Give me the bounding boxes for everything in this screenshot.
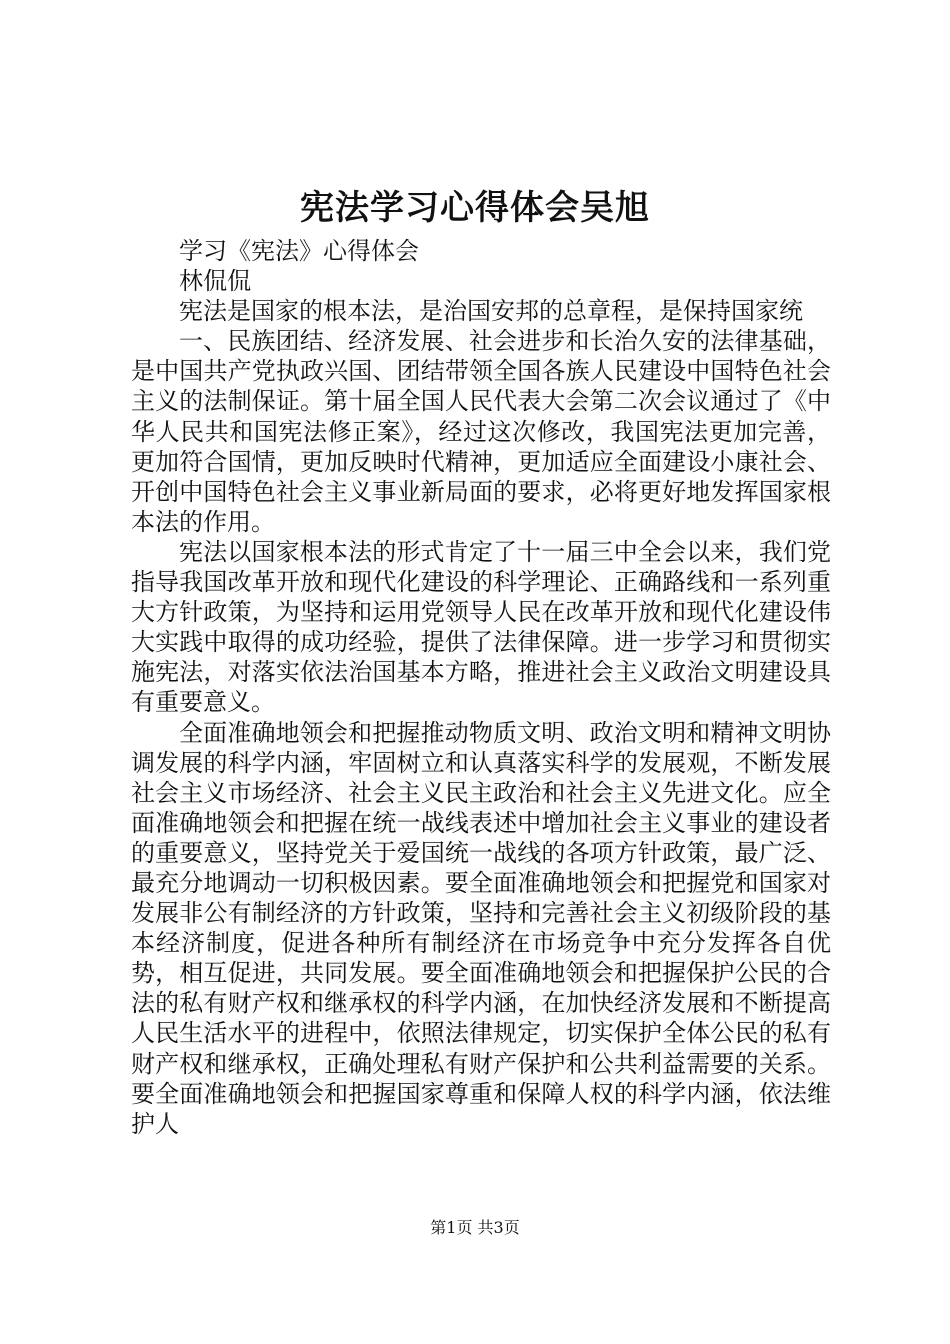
body-paragraph: 宪法以国家根本法的形式肯定了十一届三中全会以来，我们党指导我国改革开放和现代化建设的科学理论、正确路线和一系列重大方针政策，为坚持和运用党领导人民在改革开放和现代化建设伟大实践中取得的成功经验，提供了法律保障。进一步学习和贯彻实施宪法，对落实依法治国基本方略，推进社会主义政治文明建设具有重要意义。: [131, 537, 831, 717]
page-number-footer: 第1页 共3页: [430, 1218, 520, 1237]
body-paragraph: 宪法是国家的根本法，是治国安邦的总章程，是保持国家统: [179, 297, 803, 326]
body-paragraph: 全面准确地领会和把握推动物质文明、政治文明和精神文明协调发展的科学内涵，牢固树立和认真落实科学的发展观，不断发展社会主义市场经济、社会主义民主政治和社会主义先进文化。应全面准确地领会和把握在统一战线表述中增加社会主义事业的建设者的重要意义，坚持党关于爱国统一战线的各项方针政策，最广泛、最充分地调动一切积极因素。要全面准确地领会和把握党和国家对发展非公有制经济的方针政策，坚持和完善社会主义初级阶段的基本经济制度，促进各种所有制经济在市场竞争中充分发挥各自优势，相互促进，共同发展。要全面准确地领会和把握保护公民的合法的私有财产权和继承权的科学内涵，在加快经济发展和不断提高人民生活水平的进程中，依照法律规定，切实保护全体公民的私有财产权和继承权，正确处理私有财产保护和公共利益需要的关系。要全面准确地领会和把握国家尊重和保障人权的科学内涵，依法维护人: [131, 718, 831, 1138]
document-author: 林侃侃: [179, 267, 251, 296]
document-body: [131, 236, 831, 1139]
document-subtitle: 学习《宪法》心得体会: [179, 237, 419, 265]
body-paragraph: 一、民族团结、经济发展、社会进步和长治久安的法律基础，是中国共产党执政兴国、团结带领全国各族人民建设中国特色社会主义的法制保证。第十届全国人民代表大会第二次会议通过了《中华人民共和国宪法修正案》，经过这次修改，我国宪法更加完善，更加符合国情，更加反映时代精神，更加适应全面建设小康社会、开创中国特色社会主义事业新局面的要求，必将更好地发挥国家根本法的作用。: [131, 327, 831, 536]
document-title: 宪法学习心得体会吴旭: [300, 188, 650, 228]
